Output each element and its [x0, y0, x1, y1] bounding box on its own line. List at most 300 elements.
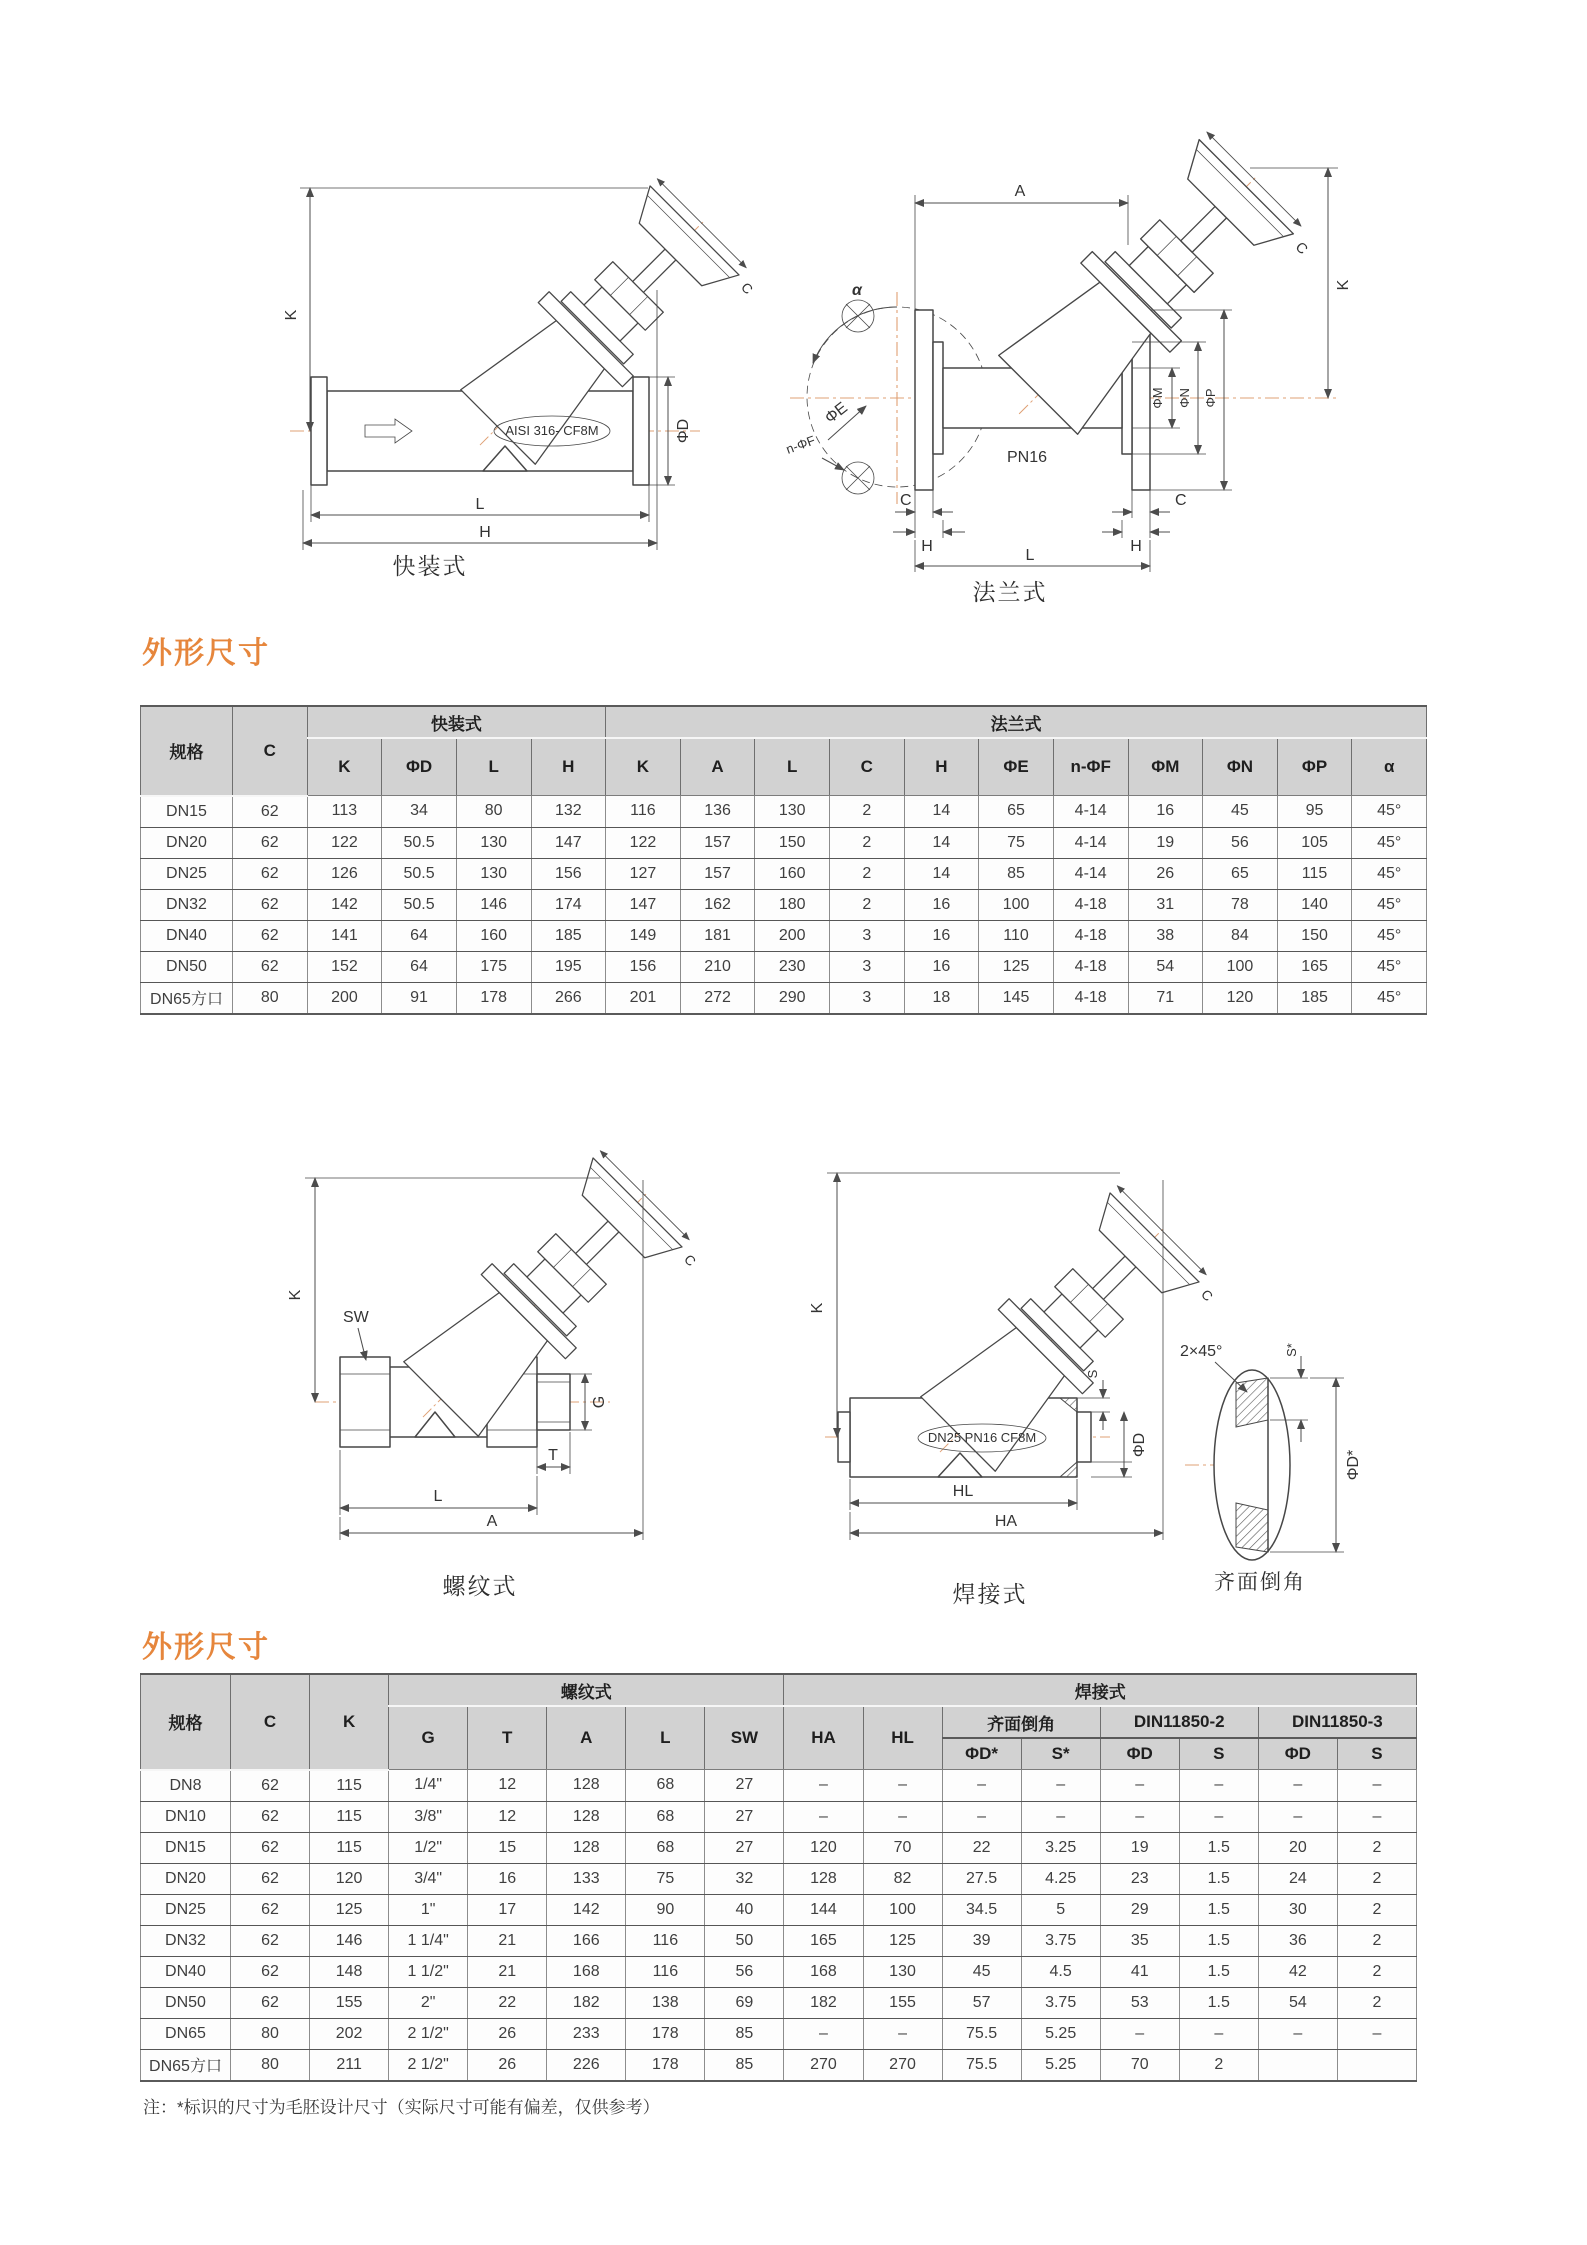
table-cell: 45: [1203, 796, 1278, 828]
table-cell: 136: [680, 796, 755, 828]
table-cell: –: [1258, 1801, 1337, 1832]
table-cell: 4-18: [1053, 889, 1128, 920]
table-cell: 68: [626, 1770, 705, 1802]
group-header-clamp: 快装式: [307, 706, 606, 738]
table-cell: 62: [233, 827, 308, 858]
table-cell: 226: [547, 2049, 626, 2081]
table-cell: 3/8": [389, 1801, 468, 1832]
table-cell: 91: [382, 982, 457, 1014]
table-cell: 45°: [1352, 796, 1427, 828]
col-header: G: [389, 1706, 468, 1770]
table-cell: 182: [784, 1987, 863, 2018]
table-cell: 4-18: [1053, 951, 1128, 982]
subgroup-header-chamfer: 齐面倒角: [942, 1706, 1100, 1738]
table-cell: 1.5: [1179, 1987, 1258, 2018]
table-row: [141, 1801, 1417, 1832]
table-cell: 2: [830, 889, 905, 920]
table-cell: 50.5: [382, 827, 457, 858]
table-cell: 178: [456, 982, 531, 1014]
table-cell: 211: [310, 2049, 389, 2081]
table-cell: 16: [904, 951, 979, 982]
table-cell: 1 1/2": [389, 1956, 468, 1987]
table-cell: DN20: [141, 827, 233, 858]
col-header: ΦP: [1277, 738, 1352, 796]
table-cell: –: [1258, 2018, 1337, 2049]
table-cell: –: [863, 1801, 942, 1832]
dim-label-phip: ΦP: [1203, 388, 1218, 408]
table-cell: DN65: [141, 2018, 231, 2049]
table-cell: 290: [755, 982, 830, 1014]
table-cell: 200: [307, 982, 382, 1014]
table-cell: 201: [606, 982, 681, 1014]
table-cell: –: [784, 1770, 863, 1802]
col-header: ΦN: [1203, 738, 1278, 796]
dim-label-c-left: C: [900, 492, 912, 509]
table-cell: 150: [755, 827, 830, 858]
table-cell: 56: [1203, 827, 1278, 858]
dimensions-table-clamp-flange: [140, 705, 1427, 1015]
table-cell: DN50: [141, 1987, 231, 2018]
dim-label-c: C: [738, 279, 756, 298]
table-row: [141, 1956, 1417, 1987]
table-cell: 2: [1337, 1925, 1416, 1956]
dim-label-phim: ΦM: [1150, 387, 1165, 409]
table-cell: 80: [233, 982, 308, 1014]
table-cell: 27: [705, 1770, 784, 1802]
drawing-clamp-type: [283, 175, 761, 550]
table-cell: 3.25: [1021, 1832, 1100, 1863]
table-cell: 45: [942, 1956, 1021, 1987]
table-cell: 185: [531, 920, 606, 951]
table-cell: 21: [468, 1956, 547, 1987]
table-cell: 62: [231, 1894, 310, 1925]
col-header: ΦD: [1258, 1738, 1337, 1770]
table-cell: 95: [1277, 796, 1352, 828]
dim-label-a: A: [1014, 183, 1026, 200]
dim-label-k: K: [283, 309, 300, 321]
table-cell: 1.5: [1179, 1894, 1258, 1925]
table-row: [141, 920, 1427, 951]
table-cell: 27: [705, 1832, 784, 1863]
table-cell: 105: [1277, 827, 1352, 858]
table-cell: 71: [1128, 982, 1203, 1014]
table-cell: 1.5: [1179, 1832, 1258, 1863]
table-cell: –: [784, 1801, 863, 1832]
table-cell: 168: [547, 1956, 626, 1987]
table-cell: 65: [979, 796, 1054, 828]
dim-label-h-left: H: [921, 538, 933, 555]
table-cell: 62: [231, 1987, 310, 2018]
group-header-threaded: 螺纹式: [389, 1674, 784, 1706]
dim-label-t: T: [548, 1447, 558, 1464]
table-cell: 16: [468, 1863, 547, 1894]
table-cell: 266: [531, 982, 606, 1014]
table-row: [141, 827, 1427, 858]
table-cell: –: [784, 2018, 863, 2049]
table-cell: 182: [547, 1987, 626, 2018]
table-row: [141, 2049, 1417, 2081]
table-cell: 62: [231, 1801, 310, 1832]
caption-welded-type: 焊接式: [952, 1581, 1028, 1607]
dim-label-phid-star: ΦD*: [1345, 1449, 1362, 1481]
table-cell: 270: [784, 2049, 863, 2081]
table-cell: 1": [389, 1894, 468, 1925]
table-cell: –: [1021, 1801, 1100, 1832]
col-header: L: [755, 738, 830, 796]
col-header: C: [830, 738, 905, 796]
table-cell: 149: [606, 920, 681, 951]
col-header: ΦE: [979, 738, 1054, 796]
dim-label-k: K: [1335, 279, 1352, 291]
table-cell: 24: [1258, 1863, 1337, 1894]
table-cell: 62: [231, 1956, 310, 1987]
table-cell: 185: [1277, 982, 1352, 1014]
table-cell: DN50: [141, 951, 233, 982]
dim-label-h: H: [479, 524, 491, 541]
table-cell: 75.5: [942, 2018, 1021, 2049]
table-cell: 75: [626, 1863, 705, 1894]
table-row: [141, 1894, 1417, 1925]
table-cell: 34.5: [942, 1894, 1021, 1925]
table-cell: 41: [1100, 1956, 1179, 1987]
dim-label-c: C: [1198, 1286, 1216, 1305]
table-row: [141, 2018, 1417, 2049]
dim-label-phin: ΦN: [1177, 388, 1192, 408]
col-header: SW: [705, 1706, 784, 1770]
table-cell: 160: [755, 858, 830, 889]
dim-label-sw: SW: [343, 1309, 369, 1326]
table-row: [141, 858, 1427, 889]
table-cell: 130: [755, 796, 830, 828]
table-cell: 120: [784, 1832, 863, 1863]
table-cell: 23: [1100, 1863, 1179, 1894]
table-cell: 100: [979, 889, 1054, 920]
table-cell: 22: [942, 1832, 1021, 1863]
table-cell: –: [1100, 1801, 1179, 1832]
table-cell: 45°: [1352, 920, 1427, 951]
table-cell: 62: [231, 1925, 310, 1956]
col-header: HA: [784, 1706, 863, 1770]
table-cell: 78: [1203, 889, 1278, 920]
table-cell: 147: [531, 827, 606, 858]
table-cell: 166: [547, 1925, 626, 1956]
table-cell: 14: [904, 827, 979, 858]
table-cell: 27.5: [942, 1863, 1021, 1894]
table-cell: 155: [310, 1987, 389, 2018]
table-cell: 50.5: [382, 858, 457, 889]
table-cell: 64: [382, 920, 457, 951]
dim-label-phid: ΦD: [1131, 1432, 1148, 1458]
table-cell: [1258, 2049, 1337, 2081]
dim-label-phid: ΦD: [675, 418, 692, 444]
drawing-threaded-type: [287, 1147, 704, 1540]
table-cell: 84: [1203, 920, 1278, 951]
table-cell: 141: [307, 920, 382, 951]
table-cell: –: [1100, 1770, 1179, 1802]
table-cell: 148: [310, 1956, 389, 1987]
col-header: S*: [1021, 1738, 1100, 1770]
body-marking: AISI 316- CF8M: [505, 423, 599, 438]
table-cell: –: [863, 1770, 942, 1802]
dim-label-h-right: H: [1130, 538, 1142, 555]
table-cell: 132: [531, 796, 606, 828]
table-cell: 62: [233, 920, 308, 951]
table-cell: 3/4": [389, 1863, 468, 1894]
table-cell: 45°: [1352, 951, 1427, 982]
table-cell: 157: [680, 827, 755, 858]
table-cell: 120: [310, 1863, 389, 1894]
table-cell: –: [1179, 1770, 1258, 1802]
table-cell: 230: [755, 951, 830, 982]
table-cell: 115: [310, 1832, 389, 1863]
table-cell: 147: [606, 889, 681, 920]
table-cell: 195: [531, 951, 606, 982]
table-cell: 181: [680, 920, 755, 951]
table-cell: 1/2": [389, 1832, 468, 1863]
table-cell: DN8: [141, 1770, 231, 1802]
table-cell: DN40: [141, 920, 233, 951]
table-cell: DN10: [141, 1801, 231, 1832]
table-cell: 130: [456, 858, 531, 889]
col-header: S: [1179, 1738, 1258, 1770]
table-cell: 65: [1203, 858, 1278, 889]
table-cell: 180: [755, 889, 830, 920]
table-cell: 120: [1203, 982, 1278, 1014]
col-header: H: [904, 738, 979, 796]
table-cell: 90: [626, 1894, 705, 1925]
dim-label-a: A: [486, 1513, 498, 1530]
table-cell: 142: [547, 1894, 626, 1925]
table-cell: 62: [231, 1770, 310, 1802]
table-cell: 18: [904, 982, 979, 1014]
table-cell: 165: [1277, 951, 1352, 982]
table-cell: 50: [705, 1925, 784, 1956]
valve-drawing-thread-weld-chamfer: [100, 1060, 1560, 1620]
table-cell: 54: [1128, 951, 1203, 982]
table-cell: 133: [547, 1863, 626, 1894]
table-cell: 144: [784, 1894, 863, 1925]
table-cell: 2: [1337, 1863, 1416, 1894]
table-cell: 68: [626, 1801, 705, 1832]
table-cell: 115: [1277, 858, 1352, 889]
table-cell: –: [1337, 1770, 1416, 1802]
table-cell: 4-18: [1053, 982, 1128, 1014]
table-cell: 31: [1128, 889, 1203, 920]
dim-label-s-star: S*: [1284, 1343, 1299, 1357]
table-cell: –: [1258, 1770, 1337, 1802]
table-cell: [1337, 2049, 1416, 2081]
table-cell: 128: [784, 1863, 863, 1894]
table-cell: 16: [904, 920, 979, 951]
table-cell: 54: [1258, 1987, 1337, 2018]
table-cell: 152: [307, 951, 382, 982]
table-cell: 126: [307, 858, 382, 889]
table-cell: 4-18: [1053, 920, 1128, 951]
table-cell: 2: [1179, 2049, 1258, 2081]
table-cell: 113: [307, 796, 382, 828]
table-cell: 3.75: [1021, 1925, 1100, 1956]
table-cell: 128: [547, 1770, 626, 1802]
table-cell: 168: [784, 1956, 863, 1987]
table-cell: 70: [1100, 2049, 1179, 2081]
table-cell: DN15: [141, 796, 233, 828]
table-cell: 82: [863, 1863, 942, 1894]
table-cell: 45°: [1352, 858, 1427, 889]
table-cell: 157: [680, 858, 755, 889]
dim-label-nphif: n-ΦF: [783, 432, 818, 457]
table-cell: 4.25: [1021, 1863, 1100, 1894]
table-cell: –: [1100, 2018, 1179, 2049]
table-row: [141, 889, 1427, 920]
table-cell: 57: [942, 1987, 1021, 2018]
table-cell: 38: [1128, 920, 1203, 951]
table-cell: 26: [1128, 858, 1203, 889]
col-header: T: [468, 1706, 547, 1770]
table-cell: 26: [468, 2049, 547, 2081]
table-cell: 178: [626, 2018, 705, 2049]
table-cell: 5.25: [1021, 2049, 1100, 2081]
table-cell: –: [1337, 2018, 1416, 2049]
table-cell: 4-14: [1053, 827, 1128, 858]
table-cell: 2: [830, 858, 905, 889]
table-cell: 175: [456, 951, 531, 982]
table-cell: 128: [547, 1801, 626, 1832]
table-row: [141, 1770, 1417, 1802]
table-cell: 39: [942, 1925, 1021, 1956]
table-cell: 100: [863, 1894, 942, 1925]
col-header: K: [606, 738, 681, 796]
table-cell: 45°: [1352, 889, 1427, 920]
table-row: [141, 1863, 1417, 1894]
table-cell: 2: [830, 796, 905, 828]
col-header: K: [307, 738, 382, 796]
col-header-c: C: [233, 706, 308, 796]
table-cell: 160: [456, 920, 531, 951]
table-cell: 50.5: [382, 889, 457, 920]
table-cell: 130: [863, 1956, 942, 1987]
table-cell: 2: [830, 827, 905, 858]
table-cell: 3: [830, 920, 905, 951]
table-cell: 128: [547, 1832, 626, 1863]
dimensions-table-thread-weld: [140, 1673, 1417, 2082]
table-cell: 75: [979, 827, 1054, 858]
table-cell: 150: [1277, 920, 1352, 951]
table-cell: 2 1/2": [389, 2018, 468, 2049]
table-cell: 5: [1021, 1894, 1100, 1925]
table-cell: 174: [531, 889, 606, 920]
col-header: A: [547, 1706, 626, 1770]
table-cell: 130: [456, 827, 531, 858]
dim-label-phie: ΦE: [821, 399, 851, 428]
caption-flush-chamfer: 齐面倒角: [1214, 1571, 1306, 1594]
dim-label-alpha: α: [852, 282, 862, 299]
table-cell: 4.5: [1021, 1956, 1100, 1987]
table-cell: 146: [310, 1925, 389, 1956]
footnote: 注：*标识的尺寸为毛胚设计尺寸（实际尺寸可能有偏差，仅供参考）: [143, 2098, 660, 2117]
table-cell: 16: [904, 889, 979, 920]
table-cell: 15: [468, 1832, 547, 1863]
col-header-spec: 规格: [141, 706, 233, 796]
table-cell: 17: [468, 1894, 547, 1925]
table-cell: 85: [979, 858, 1054, 889]
table-cell: 45°: [1352, 982, 1427, 1014]
group-header-welded: 焊接式: [784, 1674, 1417, 1706]
table-cell: 62: [233, 889, 308, 920]
table-cell: 4-14: [1053, 858, 1128, 889]
table-cell: 75.5: [942, 2049, 1021, 2081]
col-header: α: [1352, 738, 1427, 796]
table-cell: DN15: [141, 1832, 231, 1863]
col-header: HL: [863, 1706, 942, 1770]
table-cell: 64: [382, 951, 457, 982]
table-cell: 29: [1100, 1894, 1179, 1925]
table-cell: 80: [456, 796, 531, 828]
body-marking: PN16: [1006, 449, 1048, 466]
table-cell: 1.5: [1179, 1956, 1258, 1987]
table-cell: 40: [705, 1894, 784, 1925]
table-cell: 162: [680, 889, 755, 920]
col-header: n-ΦF: [1053, 738, 1128, 796]
table-cell: 62: [233, 951, 308, 982]
table-cell: 4-14: [1053, 796, 1128, 828]
table-cell: 233: [547, 2018, 626, 2049]
dim-label-l: L: [475, 496, 485, 513]
table-cell: 156: [531, 858, 606, 889]
table-cell: 19: [1100, 1832, 1179, 1863]
caption-threaded-type: 螺纹式: [442, 1573, 518, 1599]
table-cell: 1 1/4": [389, 1925, 468, 1956]
table-cell: 165: [784, 1925, 863, 1956]
table-cell: 127: [606, 858, 681, 889]
table-cell: 5.25: [1021, 2018, 1100, 2049]
dim-label-l: L: [1025, 547, 1035, 564]
table-cell: DN65方口: [141, 2049, 231, 2081]
table-cell: 62: [231, 1832, 310, 1863]
table-cell: 45°: [1352, 827, 1427, 858]
drawing-welded-type: [809, 1173, 1221, 1540]
subgroup-header-din3: DIN11850-3: [1258, 1706, 1416, 1738]
table-cell: 1.5: [1179, 1863, 1258, 1894]
table-cell: 53: [1100, 1987, 1179, 2018]
table-cell: –: [1179, 2018, 1258, 2049]
table-row: [141, 796, 1427, 828]
table-cell: 80: [231, 2018, 310, 2049]
table-cell: 140: [1277, 889, 1352, 920]
col-header: L: [626, 1706, 705, 1770]
table-cell: 178: [626, 2049, 705, 2081]
table-cell: –: [1021, 1770, 1100, 1802]
col-header-c: C: [231, 1674, 310, 1770]
table-cell: 210: [680, 951, 755, 982]
table-cell: 1.5: [1179, 1925, 1258, 1956]
dim-label-ha: HA: [994, 1513, 1018, 1530]
table-cell: DN25: [141, 858, 233, 889]
dim-label-c: C: [1291, 239, 1311, 258]
table-cell: 116: [626, 1925, 705, 1956]
table-cell: 125: [310, 1894, 389, 1925]
section2-heading: 外形尺寸: [142, 1631, 270, 1664]
table-cell: 2: [1337, 1956, 1416, 1987]
table-cell: DN32: [141, 1925, 231, 1956]
table-cell: –: [942, 1770, 1021, 1802]
dim-label-chamfer: 2×45°: [1180, 1343, 1223, 1360]
table-cell: 34: [382, 796, 457, 828]
dim-label-k: K: [287, 1289, 304, 1301]
col-header: H: [531, 738, 606, 796]
table-cell: 125: [979, 951, 1054, 982]
section1-heading: 外形尺寸: [142, 637, 270, 670]
table-cell: 14: [904, 858, 979, 889]
